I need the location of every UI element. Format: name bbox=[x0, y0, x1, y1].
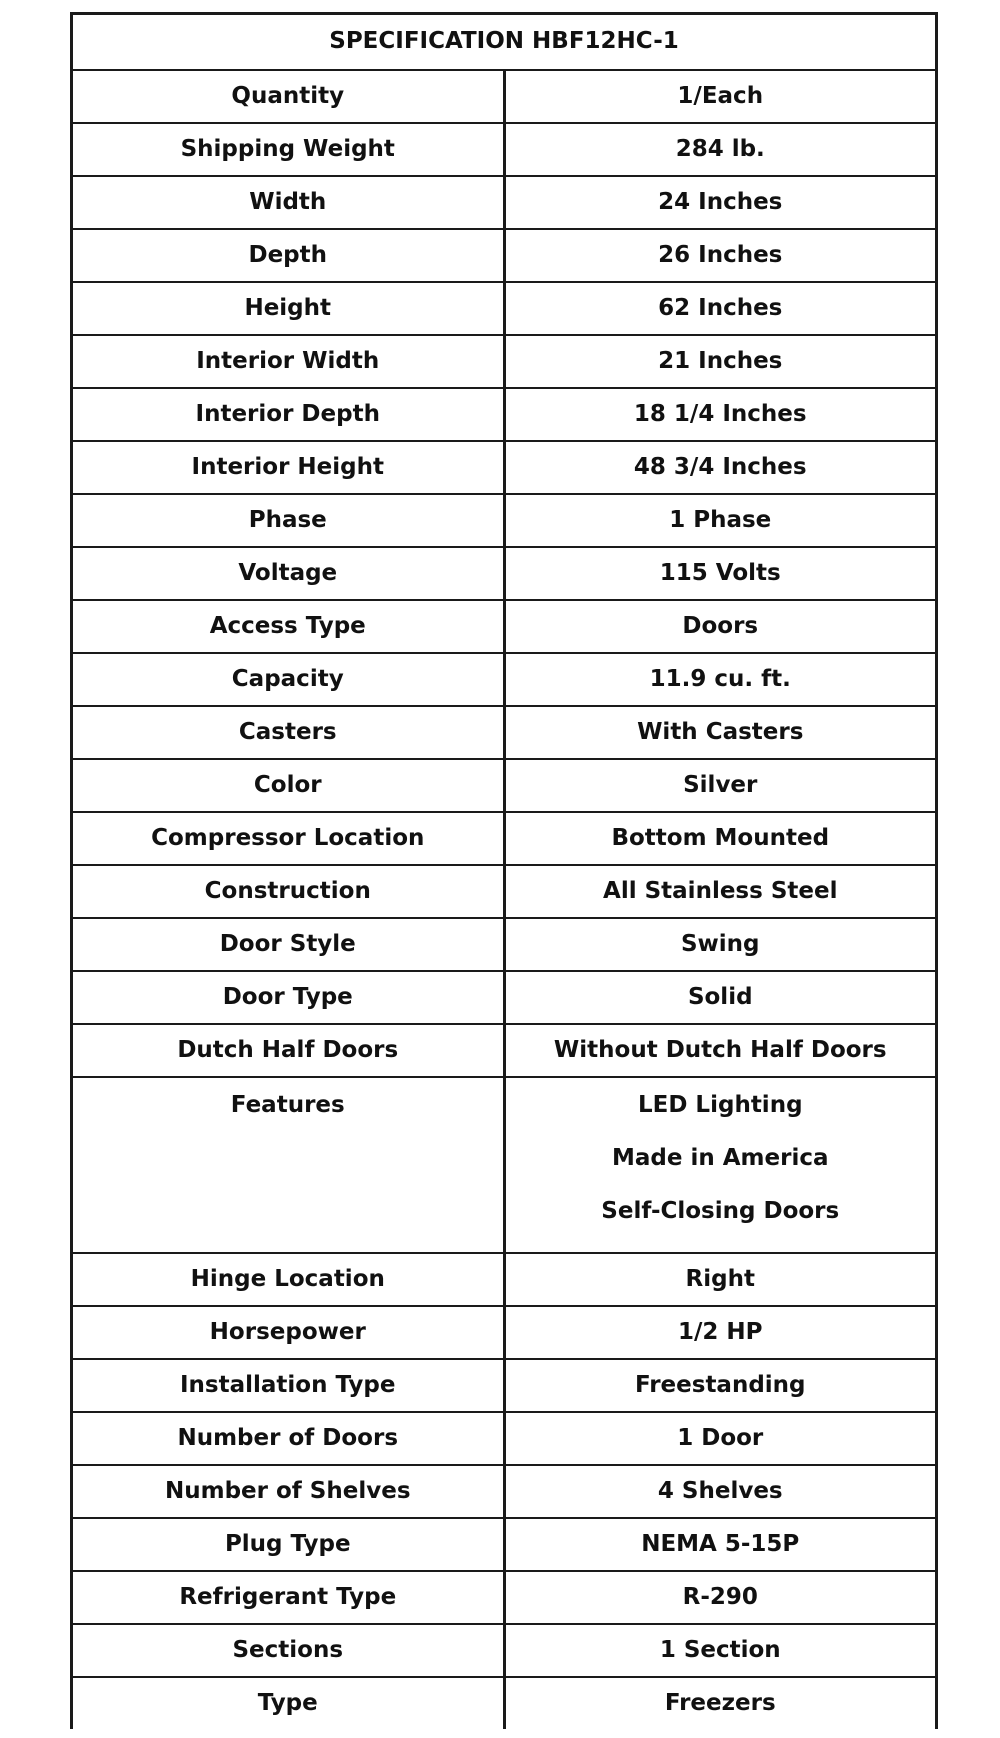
spec-value: 62 Inches bbox=[504, 282, 937, 335]
table-header-row bbox=[72, 14, 937, 71]
spec-value: All Stainless Steel bbox=[504, 865, 937, 918]
spec-value: 21 Inches bbox=[504, 335, 937, 388]
table-row bbox=[72, 1518, 937, 1571]
spec-label: Interior Depth bbox=[72, 388, 505, 441]
spec-label: Compressor Location bbox=[72, 812, 505, 865]
table-row bbox=[72, 1306, 937, 1359]
spec-label: Phase bbox=[72, 494, 505, 547]
table-row bbox=[72, 1624, 937, 1677]
spec-value: Swing bbox=[504, 918, 937, 971]
table-row bbox=[72, 441, 937, 494]
spec-label: Number of Doors bbox=[72, 1412, 505, 1465]
spec-value: 1 Phase bbox=[504, 494, 937, 547]
spec-value: Bottom Mounted bbox=[504, 812, 937, 865]
table-row bbox=[72, 865, 937, 918]
spec-label: Width bbox=[72, 176, 505, 229]
spec-label: Number of Shelves bbox=[72, 1465, 505, 1518]
spec-value: 18 1/4 Inches bbox=[504, 388, 937, 441]
features-values bbox=[504, 1077, 937, 1253]
spec-value: NEMA 5-15P bbox=[504, 1518, 937, 1571]
spec-label: Plug Type bbox=[72, 1518, 505, 1571]
table-row bbox=[72, 70, 937, 123]
spec-label bbox=[72, 1077, 505, 1253]
spec-label: Refrigerant Type bbox=[72, 1571, 505, 1624]
spec-value: 26 Inches bbox=[504, 229, 937, 282]
spec-value: 1 Section bbox=[504, 1624, 937, 1677]
table-row bbox=[72, 1465, 937, 1518]
spec-label: Interior Width bbox=[72, 335, 505, 388]
spec-value: 24 Inches bbox=[504, 176, 937, 229]
feature-item: LED Lighting bbox=[637, 1092, 803, 1118]
table-row bbox=[72, 1677, 937, 1729]
table-row bbox=[72, 1253, 937, 1306]
spec-label: Shipping Weight bbox=[72, 123, 505, 176]
table-row bbox=[72, 706, 937, 759]
spec-value: With Casters bbox=[504, 706, 937, 759]
spec-value: Doors bbox=[504, 600, 937, 653]
table-row bbox=[72, 494, 937, 547]
table-row bbox=[72, 123, 937, 176]
table-body bbox=[72, 70, 937, 1729]
spec-label: Casters bbox=[72, 706, 505, 759]
spec-label: Color bbox=[72, 759, 505, 812]
table-title: SPECIFICATION HBF12HC-1 bbox=[72, 14, 937, 71]
spec-label: Access Type bbox=[72, 600, 505, 653]
spec-label: Door Type bbox=[72, 971, 505, 1024]
spec-value: Without Dutch Half Doors bbox=[504, 1024, 937, 1077]
spec-label: Depth bbox=[72, 229, 505, 282]
table-row bbox=[72, 229, 937, 282]
table-row bbox=[72, 971, 937, 1024]
table-row bbox=[72, 1024, 937, 1077]
spec-value: 1 Door bbox=[504, 1412, 937, 1465]
spec-value: 11.9 cu. ft. bbox=[504, 653, 937, 706]
features-label: Features bbox=[230, 1092, 345, 1118]
table-row bbox=[72, 918, 937, 971]
table-row bbox=[72, 176, 937, 229]
table-row bbox=[72, 335, 937, 388]
spec-value: 1/Each bbox=[504, 70, 937, 123]
table-row bbox=[72, 600, 937, 653]
spec-value: 115 Volts bbox=[504, 547, 937, 600]
spec-label: Height bbox=[72, 282, 505, 335]
spec-value: 284 lb. bbox=[504, 123, 937, 176]
spec-label: Capacity bbox=[72, 653, 505, 706]
spec-value: Freestanding bbox=[504, 1359, 937, 1412]
spec-value: Solid bbox=[504, 971, 937, 1024]
spec-label: Type bbox=[72, 1677, 505, 1729]
spec-label: Horsepower bbox=[72, 1306, 505, 1359]
spec-label: Dutch Half Doors bbox=[72, 1024, 505, 1077]
spec-value: 1/2 HP bbox=[504, 1306, 937, 1359]
spec-value: 48 3/4 Inches bbox=[504, 441, 937, 494]
spec-value: Right bbox=[504, 1253, 937, 1306]
spec-label: Quantity bbox=[72, 70, 505, 123]
table-row bbox=[72, 547, 937, 600]
spec-label: Construction bbox=[72, 865, 505, 918]
table-row bbox=[72, 812, 937, 865]
spec-label: Hinge Location bbox=[72, 1253, 505, 1306]
feature-item: Made in America bbox=[612, 1145, 829, 1171]
table-row-features bbox=[72, 1077, 937, 1253]
spec-label: Voltage bbox=[72, 547, 505, 600]
spec-value: R-290 bbox=[504, 1571, 937, 1624]
spec-label: Interior Height bbox=[72, 441, 505, 494]
table-row bbox=[72, 759, 937, 812]
spec-label: Installation Type bbox=[72, 1359, 505, 1412]
spec-label: Sections bbox=[72, 1624, 505, 1677]
table-row bbox=[72, 1359, 937, 1412]
table-row bbox=[72, 1412, 937, 1465]
specification-table bbox=[70, 12, 938, 1729]
table-row bbox=[72, 1571, 937, 1624]
feature-item: Self-Closing Doors bbox=[601, 1198, 840, 1224]
table-row bbox=[72, 653, 937, 706]
spec-value: Silver bbox=[504, 759, 937, 812]
table-row bbox=[72, 388, 937, 441]
spec-value: 4 Shelves bbox=[504, 1465, 937, 1518]
spec-value: Freezers bbox=[504, 1677, 937, 1729]
table-row bbox=[72, 282, 937, 335]
spec-label: Door Style bbox=[72, 918, 505, 971]
